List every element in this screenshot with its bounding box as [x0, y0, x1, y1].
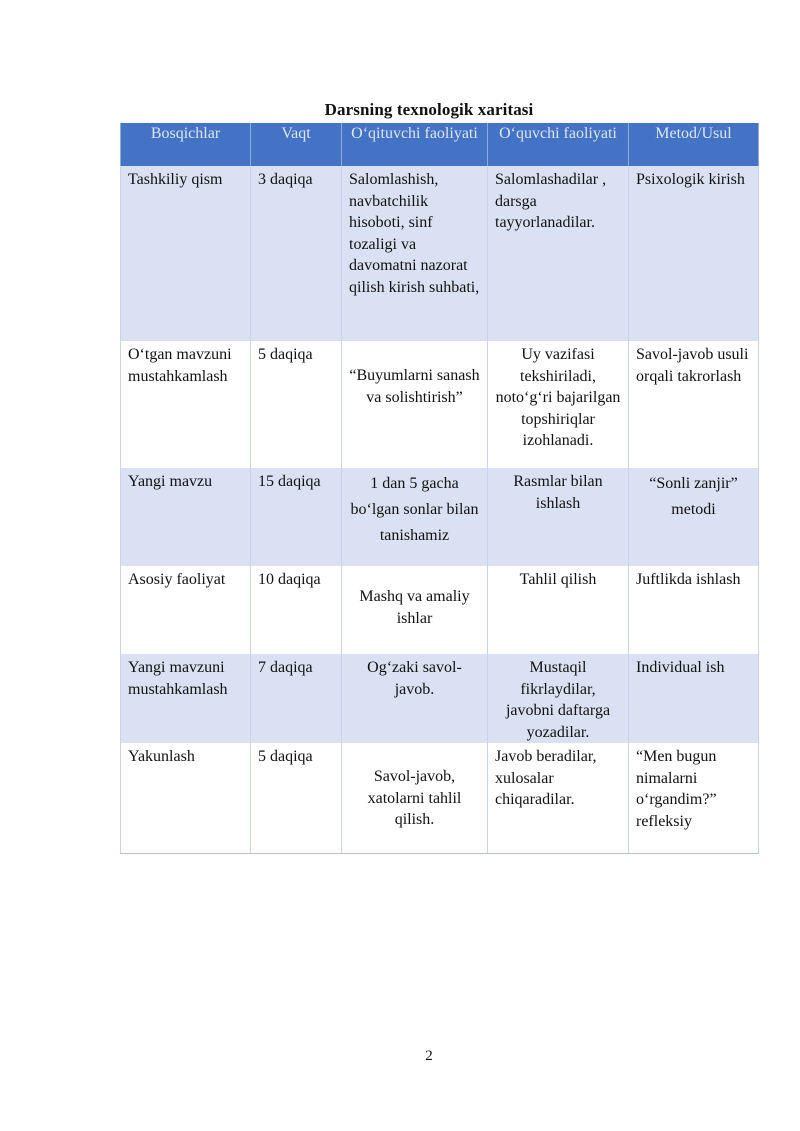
table-row — [121, 566, 759, 654]
cell-method: Juftlikda ishlash — [629, 566, 759, 654]
cell-student-activity: Javob beradilar, xulosalar chiqaradilar. — [488, 743, 629, 853]
cell-time: 10 daqiqa — [251, 566, 342, 654]
cell-time: 7 daqiqa — [251, 654, 342, 743]
cell-time: 5 daqiqa — [251, 341, 342, 468]
cell-stage: Tashkiliy qism — [121, 166, 251, 341]
lesson-map-table — [120, 123, 759, 854]
table-row — [121, 166, 759, 341]
cell-teacher-activity: Savol-javob, xatolarni tahlil qilish. — [342, 743, 488, 853]
header-time: Vaqt — [251, 123, 342, 166]
cell-student-activity: Salomlashadilar , darsga tayyorlanadilar. — [488, 166, 629, 341]
table-row — [121, 468, 759, 566]
cell-teacher-activity: “Buyumlarni sanash va solishtirish” — [342, 341, 488, 468]
table-row — [121, 654, 759, 743]
cell-method: “Men bugun nimalarni o‘rgandim?” refleksiy — [629, 743, 759, 853]
cell-stage: Yakunlash — [121, 743, 251, 853]
cell-method: “Sonli zanjir” metodi — [629, 468, 759, 566]
cell-student-activity: Mustaqil fikrlaydilar, javobni daftarga yozadilar. — [488, 654, 629, 743]
table-row — [121, 743, 759, 853]
cell-method: Individual ish — [629, 654, 759, 743]
table-row — [121, 341, 759, 468]
cell-method: Psixologik kirish — [629, 166, 759, 341]
header-method: Metod/Usul — [629, 123, 759, 166]
cell-time: 5 daqiqa — [251, 743, 342, 853]
header-student-activity: O‘quvchi faoliyati — [488, 123, 629, 166]
cell-teacher-activity: Og‘zaki savol-javob. — [342, 654, 488, 743]
cell-time: 15 daqiqa — [251, 468, 342, 566]
cell-method: Savol-javob usuli orqali takrorlash — [629, 341, 759, 468]
cell-teacher-activity: Mashq va amaliy ishlar — [342, 566, 488, 654]
header-teacher-activity: O‘qituvchi faoliyati — [342, 123, 488, 166]
cell-stage: O‘tgan mavzuni mustahkamlash — [121, 341, 251, 468]
cell-time: 3 daqiqa — [251, 166, 342, 341]
document-title: Darsning texnologik xaritasi — [324, 100, 534, 119]
table-header-row — [121, 123, 759, 166]
cell-teacher-activity: 1 dan 5 gacha bo‘lgan sonlar bilan tanishamiz — [342, 468, 488, 566]
cell-student-activity: Rasmlar bilan ishlash — [488, 468, 629, 566]
cell-stage: Yangi mavzu — [121, 468, 251, 566]
cell-student-activity: Tahlil qilish — [488, 566, 629, 654]
page-number: 2 — [425, 1048, 433, 1064]
cell-student-activity: Uy vazifasi tekshiriladi, noto‘g‘ri bajarilgan topshiriqlar izohlanadi. — [488, 341, 629, 468]
header-stages: Bosqichlar — [121, 123, 251, 166]
cell-teacher-activity: Salomlashish, navbatchilik hisoboti, sinf tozaligi va davomatni nazorat qilish kirish suhbati, — [342, 166, 488, 341]
cell-stage: Asosiy faoliyat — [121, 566, 251, 654]
cell-stage: Yangi mavzuni mustahkamlash — [121, 654, 251, 743]
